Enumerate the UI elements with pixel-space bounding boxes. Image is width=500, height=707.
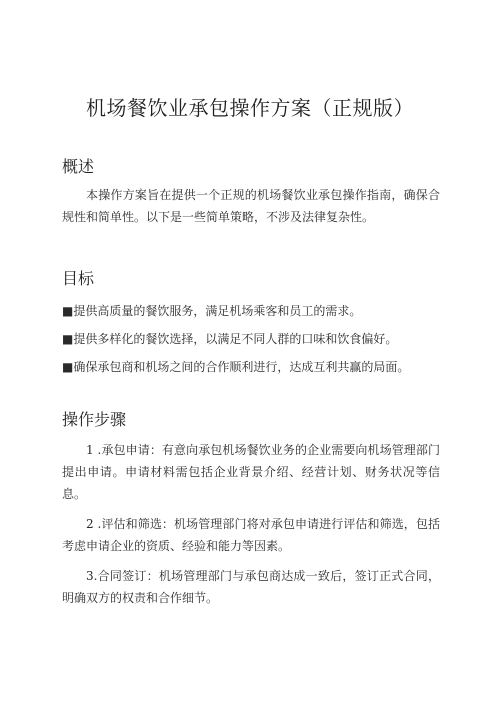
step-item: 2 .评估和筛选：机场管理部门将对承包申请进行评估和筛选，包括考虑申请企业的资质、经验和能力等因素。 [62,517,440,553]
steps-heading: 操作步骤 [62,410,127,429]
steps-section [62,409,440,617]
goals-heading: 目标 [62,269,95,288]
goal-item: ■提供高质量的餐饮服务，满足机场乘客和员工的需求。 [62,304,362,318]
step-item: 1 .承包申请：有意向承包机场餐饮业务的企业需要向机场管理部门提出申请。申请材料需包括企业背景介绍、经营计划、财务状况等信息。 [62,443,440,501]
goals-section [62,268,440,388]
document-title: 机场餐饮业承包操作方案（正规版） [86,96,414,120]
overview-paragraph: 本操作方案旨在提供一个正规的机场餐饮业承包操作指南，确保合规性和简单性。以下是一些简单策略，不涉及法律复杂性。 [62,188,440,224]
step-item: 3.合同签订：机场管理部门与承包商达成一致后，签订正式合同，明确双方的权责和合作细节。 [62,569,440,605]
goal-item: ■确保承包商和机场之间的合作顺利进行，达成互利共赢的局面。 [62,360,410,374]
overview-heading: 概述 [62,157,95,176]
goal-item: ■提供多样化的餐饮选择，以满足不同人群的口味和饮食偏好。 [62,332,398,346]
overview-section [62,156,440,228]
